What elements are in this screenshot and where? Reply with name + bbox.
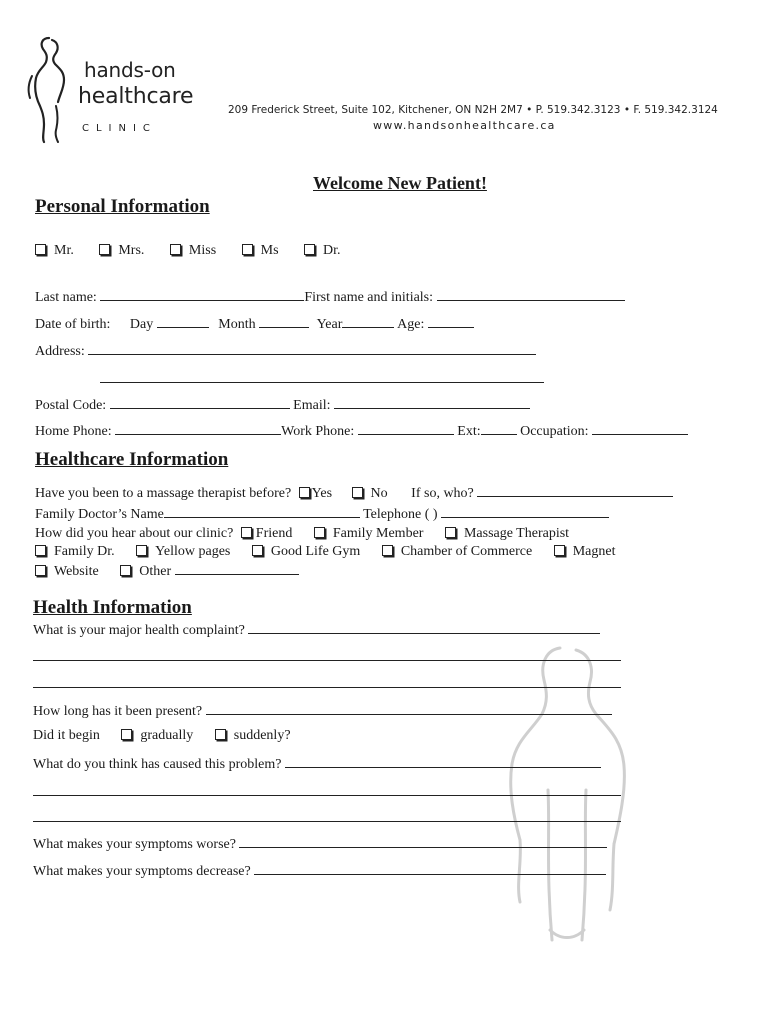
year-field[interactable] (342, 315, 394, 328)
year-label: Year (316, 317, 343, 332)
doctor-name-field[interactable] (164, 505, 360, 518)
worse-row (33, 835, 607, 853)
age-field[interactable] (428, 315, 474, 328)
ext-label: Ext: (457, 424, 481, 439)
checkbox[interactable] (170, 244, 181, 255)
if-so-label: If so, who? (411, 486, 474, 501)
email-field[interactable] (334, 396, 530, 409)
address-label: Address: (35, 344, 85, 359)
clinic-website: www.handsonhealthcare.ca (373, 119, 556, 132)
hear-row (35, 526, 569, 542)
source-family-dr[interactable]: Family Dr. (35, 544, 115, 559)
begin-gradually-option[interactable]: gradually (121, 728, 193, 743)
checkbox[interactable] (242, 244, 253, 255)
healthcare-information-heading: Healthcare Information (35, 449, 229, 470)
complaint-field[interactable] (248, 621, 600, 634)
hear-question: How did you hear about our clinic? (35, 526, 234, 541)
source-yellow-pages[interactable]: Yellow pages (136, 544, 230, 559)
decrease-field[interactable] (254, 862, 606, 875)
occupation-field[interactable] (592, 422, 688, 435)
dob-label: Date of birth: (35, 317, 111, 332)
begin-row (33, 728, 291, 744)
last-name-field[interactable] (100, 288, 304, 301)
day-field[interactable] (157, 315, 209, 328)
title-option-miss[interactable]: Miss (170, 243, 216, 258)
address-field-line2[interactable] (100, 382, 544, 383)
other-source-field[interactable] (175, 562, 299, 575)
postal-code-label: Postal Code: (35, 398, 107, 413)
checkbox[interactable] (299, 487, 310, 498)
postal-row (35, 396, 530, 414)
checkbox[interactable] (382, 545, 393, 556)
cause-row (33, 755, 601, 773)
cause-question: What do you think has caused this problem? (33, 757, 282, 772)
health-information-heading: Health Information (33, 597, 192, 618)
complaint-field-line2[interactable] (33, 660, 621, 661)
present-row (33, 702, 612, 720)
source-massage-therapist[interactable]: Massage Therapist (445, 526, 569, 541)
complaint-row (33, 621, 600, 639)
brand-name-line3: CLINIC (82, 123, 157, 134)
decrease-question: What makes your symptoms decrease? (33, 864, 251, 879)
checkbox[interactable] (554, 545, 565, 556)
checkbox[interactable] (241, 527, 252, 538)
occupation-label: Occupation: (520, 424, 589, 439)
sources-row-3 (35, 562, 299, 580)
begin-question: Did it begin (33, 728, 100, 743)
brand-name-line2: healthcare (78, 84, 194, 109)
checkbox[interactable] (252, 545, 263, 556)
day-label: Day (129, 317, 154, 332)
age-label: Age: (397, 317, 425, 332)
doctor-telephone-field[interactable] (441, 505, 609, 518)
phone-row (35, 422, 688, 440)
dob-row (35, 315, 474, 333)
title-option-mrs[interactable]: Mrs. (99, 243, 144, 258)
worse-question: What makes your symptoms worse? (33, 837, 236, 852)
checkbox[interactable] (35, 244, 46, 255)
body-watermark-icon (490, 640, 650, 960)
address-row (35, 342, 536, 360)
massage-no-option[interactable]: No (352, 486, 388, 501)
worse-field[interactable] (239, 835, 607, 848)
brand-name-line1: hands-on (84, 58, 176, 82)
therapist-name-field[interactable] (477, 484, 673, 497)
source-good-life-gym[interactable]: Good Life Gym (252, 544, 360, 559)
checkbox[interactable] (445, 527, 456, 538)
title-option-mr[interactable]: Mr. (35, 243, 74, 258)
home-phone-field[interactable] (115, 422, 281, 435)
doctor-row (35, 505, 609, 523)
doctor-name-label: Family Doctor’s Name (35, 507, 164, 522)
ext-field[interactable] (481, 422, 517, 435)
massage-question: Have you been to a massage therapist before? (35, 486, 292, 501)
cause-field[interactable] (285, 755, 601, 768)
source-family-member[interactable]: Family Member (314, 526, 424, 541)
present-question: How long has it been present? (33, 704, 203, 719)
work-phone-label: Work Phone: (281, 424, 355, 439)
postal-code-field[interactable] (110, 396, 290, 409)
checkbox[interactable] (99, 244, 110, 255)
checkbox[interactable] (352, 487, 363, 498)
title-option-ms[interactable]: Ms (242, 243, 279, 258)
complaint-question: What is your major health complaint? (33, 623, 245, 638)
name-row (35, 288, 625, 306)
checkbox[interactable] (120, 565, 131, 576)
logo-figure-icon (22, 36, 74, 146)
massage-yes-option[interactable]: Yes (299, 486, 332, 501)
checkbox[interactable] (314, 527, 325, 538)
present-field[interactable] (206, 702, 612, 715)
personal-information-heading: Personal Information (35, 196, 210, 217)
checkbox[interactable] (136, 545, 147, 556)
first-name-field[interactable] (437, 288, 625, 301)
checkbox[interactable] (121, 729, 132, 740)
begin-suddenly-option[interactable]: suddenly? (215, 728, 291, 743)
cause-field-line2[interactable] (33, 795, 621, 796)
month-label: Month (218, 317, 256, 332)
decrease-row (33, 862, 606, 880)
source-magnet[interactable]: Magnet (554, 544, 616, 559)
source-friend[interactable]: Friend (241, 526, 293, 541)
home-phone-label: Home Phone: (35, 424, 112, 439)
source-website[interactable]: Website (35, 564, 99, 579)
telephone-label: Telephone ( ) (363, 507, 438, 522)
checkbox[interactable] (304, 244, 315, 255)
first-name-label: First name and initials: (304, 290, 434, 305)
address-field-line1[interactable] (88, 342, 536, 355)
sources-row-2 (35, 544, 615, 560)
month-field[interactable] (259, 315, 309, 328)
checkbox[interactable] (35, 545, 46, 556)
work-phone-field[interactable] (358, 422, 454, 435)
email-label: Email: (293, 398, 331, 413)
clinic-address: 209 Frederick Street, Suite 102, Kitchener, ON N2H 2M7 • P. 519.342.3123 • F. 519.342.3124 (228, 104, 718, 116)
checkbox[interactable] (35, 565, 46, 576)
title-option-dr[interactable]: Dr. (304, 243, 341, 258)
source-chamber-of-commerce[interactable]: Chamber of Commerce (382, 544, 532, 559)
checkbox[interactable] (215, 729, 226, 740)
source-other[interactable]: Other (120, 564, 171, 579)
cause-field-line3[interactable] (33, 821, 621, 822)
title-options (35, 243, 363, 259)
massage-row (35, 484, 673, 502)
page-title: Welcome New Patient! (313, 173, 487, 193)
last-name-label: Last name: (35, 290, 97, 305)
complaint-field-line3[interactable] (33, 687, 621, 688)
